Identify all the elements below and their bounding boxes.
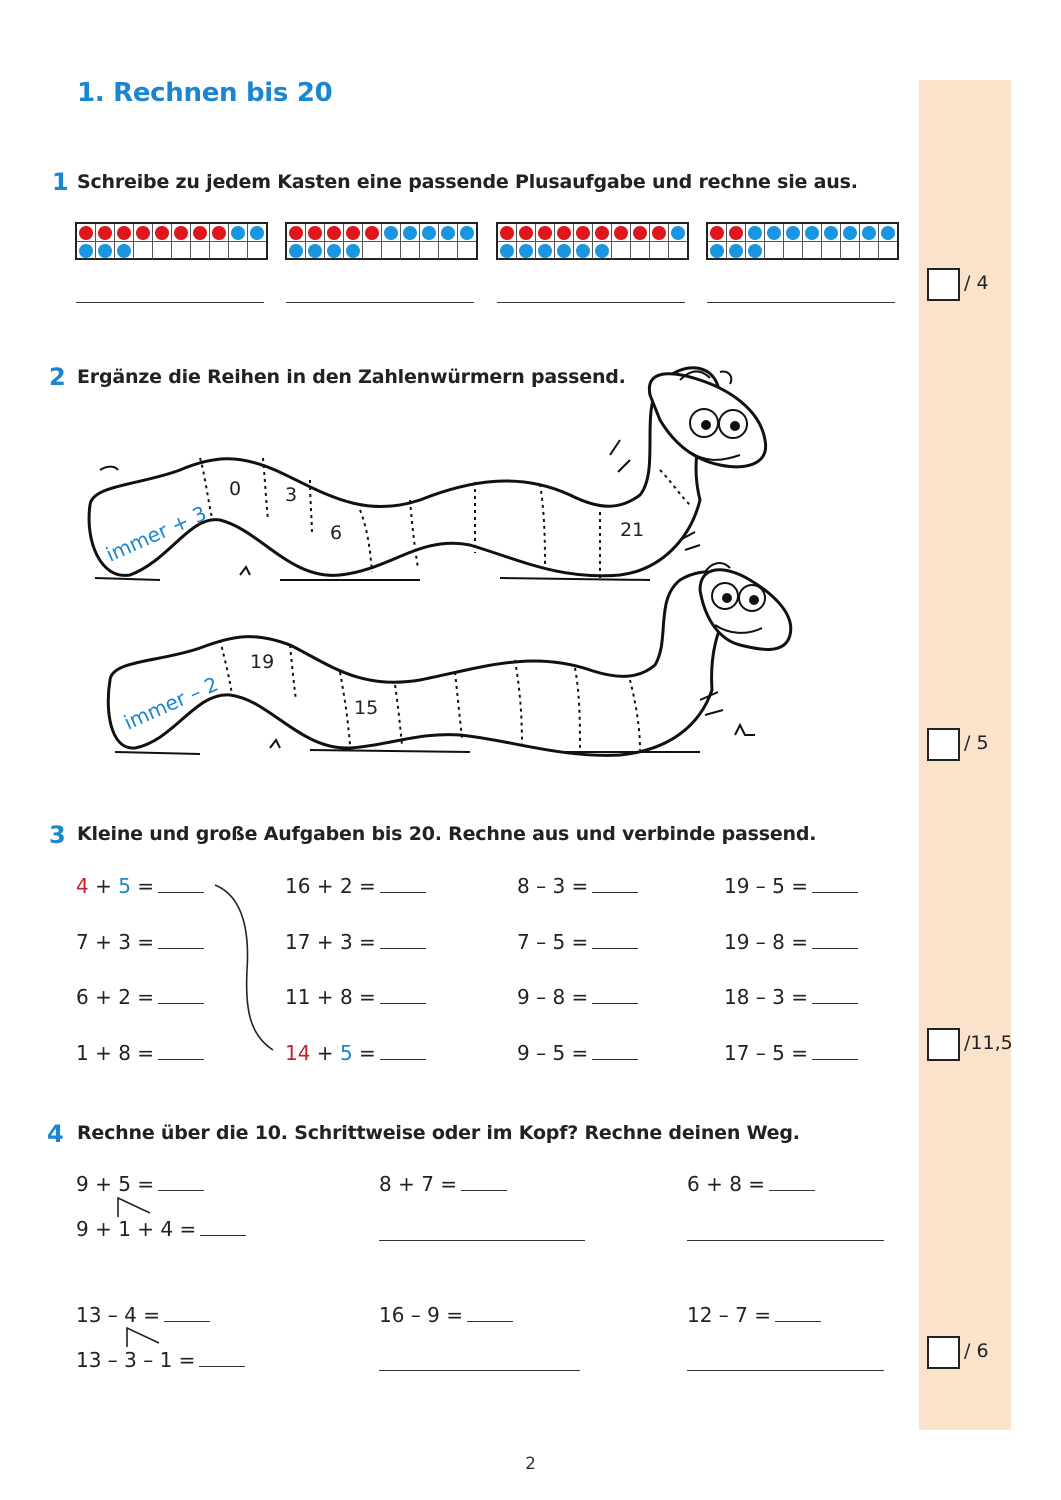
- answer-blank[interactable]: [380, 985, 426, 1004]
- task-3-equation: [517, 874, 638, 898]
- operand-2: 8: [772, 930, 785, 954]
- score-box-task-2[interactable]: [927, 728, 960, 761]
- worm-1-number-4: 21: [620, 519, 645, 541]
- score-box-task-3[interactable]: [927, 1028, 960, 1061]
- answer-blank[interactable]: [200, 1217, 246, 1236]
- task-4-step-a2: 13 – 3 – 1 =: [76, 1348, 245, 1372]
- equals-sign: =: [352, 1041, 376, 1065]
- operator: +: [310, 1041, 340, 1065]
- operator: +: [310, 985, 340, 1009]
- equals-sign: =: [784, 1041, 809, 1065]
- equals-sign: =: [565, 1041, 589, 1065]
- task-1-number: 1: [52, 168, 69, 196]
- operand-1: 19: [724, 874, 750, 898]
- operand-2: 8: [552, 985, 566, 1009]
- operator: –: [529, 930, 553, 954]
- operand-2: 2: [339, 874, 353, 898]
- answer-blank[interactable]: [592, 874, 638, 893]
- operand-2: 3: [552, 874, 566, 898]
- page-number: 2: [525, 1454, 536, 1474]
- operand-2: 3: [339, 930, 353, 954]
- task-2-instruction: Ergänze die Reihen in den Zahlenwürmern passend.: [77, 366, 626, 388]
- task-4-instruction: Rechne über die 10. Schrittweise oder im Kopf? Rechne deinen Weg.: [77, 1122, 800, 1144]
- operand-2: 5: [118, 874, 131, 898]
- task-4-eq-a2: 13 – 4 =: [76, 1303, 210, 1327]
- operand-1: 16: [285, 874, 311, 898]
- equals-sign: =: [130, 874, 155, 898]
- answer-blank[interactable]: [380, 1041, 426, 1060]
- equals-sign: =: [784, 930, 809, 954]
- task-3-equation: [724, 930, 858, 954]
- operator: –: [529, 874, 553, 898]
- task-3-equation: [76, 874, 204, 898]
- equals-sign: =: [565, 930, 589, 954]
- worm-2-body: [108, 572, 735, 755]
- operand-2: 3: [772, 985, 785, 1009]
- equals-sign: =: [565, 874, 589, 898]
- answer-blank[interactable]: [461, 1172, 507, 1191]
- equals-sign: =: [352, 874, 376, 898]
- worm-2-rule: immer – 2: [120, 671, 222, 735]
- worm-1-rule: immer + 3: [102, 501, 211, 567]
- equals-sign: =: [565, 985, 589, 1009]
- score-label-task-4: / 6: [964, 1340, 989, 1362]
- task-3-equation: [285, 930, 426, 954]
- answer-blank[interactable]: [380, 930, 426, 949]
- task-3-equation: [76, 985, 204, 1009]
- task-4-eq-c2: 12 – 7 =: [687, 1303, 821, 1327]
- operand-1: 17: [285, 930, 311, 954]
- answer-blank[interactable]: [775, 1303, 821, 1322]
- answer-line-b2[interactable]: [379, 1370, 580, 1371]
- task-3-equation: [517, 985, 638, 1009]
- operand-1: 11: [285, 985, 311, 1009]
- split-marker-a2: [121, 1325, 166, 1350]
- operand-1: 18: [724, 985, 750, 1009]
- answer-blank[interactable]: [812, 1041, 858, 1060]
- equals-sign: =: [352, 985, 376, 1009]
- task-2-number: 2: [49, 363, 66, 391]
- answer-blank[interactable]: [769, 1172, 815, 1191]
- operand-1: 6: [76, 985, 89, 1009]
- worm-1-number-1: 0: [229, 478, 242, 500]
- operator: –: [749, 874, 773, 898]
- equals-sign: =: [784, 874, 809, 898]
- operand-1: 1: [76, 1041, 89, 1065]
- score-label-task-1: / 4: [964, 272, 989, 294]
- task-3-instruction: Kleine und große Aufgaben bis 20. Rechne aus und verbinde passend.: [77, 823, 817, 845]
- worm-2-number-1: 19: [250, 651, 275, 673]
- operand-2: 2: [118, 985, 131, 1009]
- score-box-task-4[interactable]: [927, 1336, 960, 1369]
- operand-2: 8: [339, 985, 353, 1009]
- equals-sign: =: [130, 985, 155, 1009]
- operand-1: 4: [76, 874, 89, 898]
- operand-2: 5: [772, 1041, 785, 1065]
- answer-blank[interactable]: [467, 1303, 513, 1322]
- worm-1-number-2: 3: [285, 484, 298, 506]
- answer-blank[interactable]: [592, 930, 638, 949]
- operator: +: [88, 930, 119, 954]
- task-3-equation: [724, 1041, 858, 1065]
- equals-sign: =: [130, 930, 155, 954]
- operator: –: [529, 985, 553, 1009]
- task-3-equation: [724, 985, 858, 1009]
- operand-1: 7: [76, 930, 89, 954]
- answer-line-c1[interactable]: [687, 1240, 884, 1241]
- task-4-eq-a1: 9 + 5 =: [76, 1172, 204, 1196]
- equals-sign: =: [352, 930, 376, 954]
- operand-1: 8: [517, 874, 530, 898]
- task-3-equation: [285, 874, 426, 898]
- operator: –: [529, 1041, 553, 1065]
- task-3-equation: [724, 874, 858, 898]
- equals-sign: =: [130, 1041, 155, 1065]
- operand-2: 5: [552, 930, 566, 954]
- answer-blank[interactable]: [158, 1172, 204, 1191]
- task-3-equation: [285, 985, 426, 1009]
- task-4-number: 4: [47, 1120, 64, 1148]
- score-box-task-1[interactable]: [927, 268, 960, 301]
- answer-blank[interactable]: [812, 985, 858, 1004]
- operand-2: 8: [118, 1041, 131, 1065]
- score-label-task-2: / 5: [964, 732, 989, 754]
- operand-1: 7: [517, 930, 530, 954]
- worm-2-number-2: 15: [354, 697, 379, 719]
- task-3-equation: [285, 1041, 426, 1065]
- operand-1: 9: [517, 985, 530, 1009]
- operator: –: [749, 985, 773, 1009]
- operator: –: [749, 930, 773, 954]
- task-3-number: 3: [49, 821, 66, 849]
- operand-1: 14: [285, 1041, 311, 1065]
- equals-sign: =: [784, 985, 809, 1009]
- operator: –: [749, 1041, 773, 1065]
- operand-2: 5: [772, 874, 785, 898]
- answer-line-c2[interactable]: [687, 1370, 884, 1371]
- operand-1: 19: [724, 930, 750, 954]
- answer-line-b1[interactable]: [379, 1240, 585, 1241]
- operand-2: 5: [552, 1041, 566, 1065]
- operator: +: [88, 1041, 119, 1065]
- operator: +: [310, 930, 340, 954]
- connection-line-example: [205, 880, 285, 1055]
- answer-blank[interactable]: [812, 930, 858, 949]
- task-4-eq-b1: 8 + 7 =: [379, 1172, 507, 1196]
- task-3-equation: [76, 930, 204, 954]
- page-title: 1. Rechnen bis 20: [77, 78, 333, 108]
- task-3-equation: [76, 1041, 204, 1065]
- answer-blank[interactable]: [164, 1303, 210, 1322]
- operand-2: 5: [339, 1041, 353, 1065]
- operand-2: 3: [118, 930, 131, 954]
- task-3-equation: [517, 930, 638, 954]
- task-4-step-a1: 9 + 1 + 4 =: [76, 1217, 246, 1241]
- answer-blank[interactable]: [158, 1041, 204, 1060]
- answer-blank[interactable]: [592, 985, 638, 1004]
- answer-blank[interactable]: [199, 1348, 245, 1367]
- answer-blank[interactable]: [158, 930, 204, 949]
- number-worms-illustration: [0, 0, 900, 800]
- score-label-task-3: /11,5: [964, 1032, 1013, 1054]
- answer-blank[interactable]: [158, 874, 204, 893]
- operator: +: [88, 874, 119, 898]
- answer-blank[interactable]: [158, 985, 204, 1004]
- operator: +: [310, 874, 340, 898]
- worm-1-body: [89, 368, 720, 576]
- task-4-eq-c1: 6 + 8 =: [687, 1172, 815, 1196]
- operand-1: 9: [517, 1041, 530, 1065]
- worm-1-number-3: 6: [330, 522, 343, 544]
- task-3-equation: [517, 1041, 638, 1065]
- operand-1: 17: [724, 1041, 750, 1065]
- task-1-instruction: Schreibe zu jedem Kasten eine passende Plusaufgabe und rechne sie aus.: [77, 171, 858, 193]
- answer-blank[interactable]: [592, 1041, 638, 1060]
- answer-blank[interactable]: [380, 874, 426, 893]
- answer-blank[interactable]: [812, 874, 858, 893]
- task-4-eq-b2: 16 – 9 =: [379, 1303, 513, 1327]
- operator: +: [88, 985, 119, 1009]
